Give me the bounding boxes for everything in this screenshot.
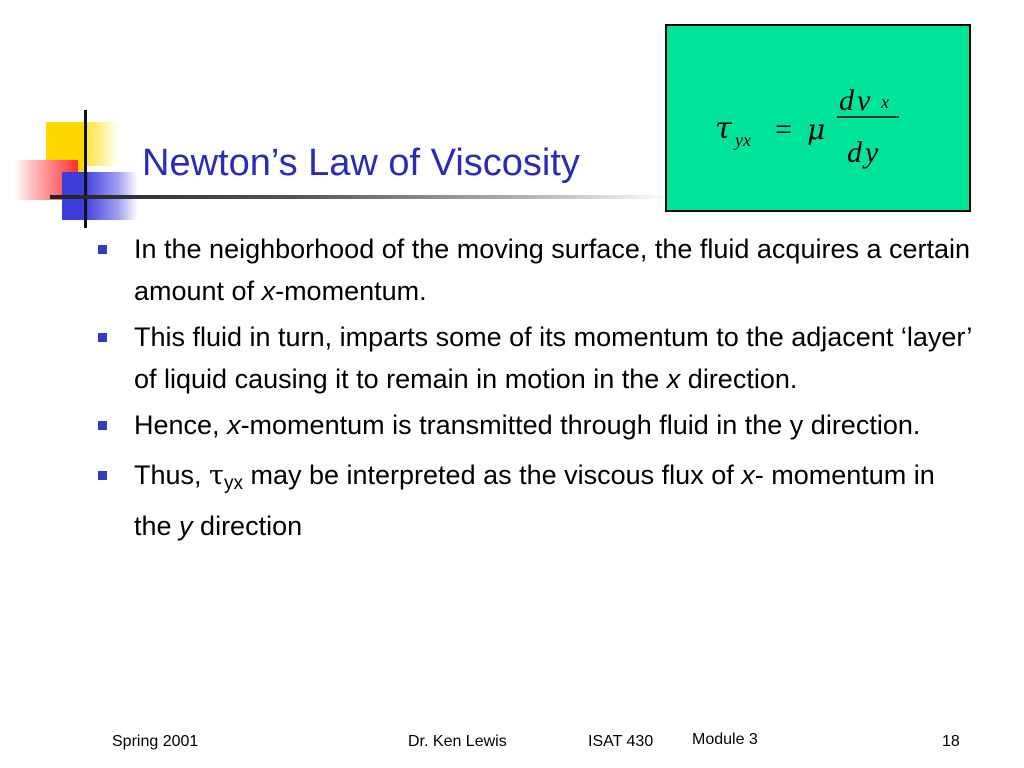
formula-tau: τ [715, 111, 732, 146]
bullet-italic-x: x [666, 364, 681, 394]
bullet-tau-subscript: yx [223, 473, 243, 494]
formula-box [665, 24, 971, 212]
bullet-square-icon [98, 471, 107, 480]
bullet-text: -momentum. [275, 276, 427, 306]
footer-author: Dr. Ken Lewis [408, 733, 507, 750]
title-underline [50, 195, 670, 199]
bullet-tau-symbol: τ [209, 460, 224, 491]
bullet-text: direction. [680, 364, 798, 394]
bullet-item [96, 316, 976, 400]
formula-tau-subscript: yx [735, 130, 751, 150]
decor-yellow-fade [84, 122, 118, 166]
formula-denominator: dy [847, 136, 882, 169]
formula-equals: = [775, 113, 792, 146]
footer-module: Module 3 [692, 731, 758, 748]
bullet-italic-x: x [741, 460, 755, 490]
bullet-square-icon [98, 333, 107, 342]
bullet-text: -momentum is transmitted through fluid in the y direction. [240, 410, 921, 440]
bullet-text: Hence, [134, 410, 228, 440]
bullet-text: Thus, [134, 460, 210, 490]
footer-date: Spring 2001 [112, 733, 199, 750]
formula-numerator: dv [839, 84, 874, 117]
bullet-item [96, 404, 976, 446]
footer-course: ISAT 430 [588, 733, 654, 750]
bullet-italic-x: x [227, 410, 241, 440]
bullet-text: may be interpreted as the viscous flux of [242, 460, 742, 490]
bullet-item [96, 228, 976, 312]
slide-title: Newton’s Law of Viscosity [142, 142, 580, 184]
formula-mu: μ [807, 113, 826, 146]
bullet-list [96, 228, 976, 551]
footer-page-number: 18 [942, 733, 960, 750]
bullet-italic-x: x [261, 276, 276, 306]
bullet-square-icon [98, 245, 107, 254]
bullet-text: direction [192, 511, 303, 541]
bullet-text: - momentum in the [134, 460, 935, 541]
decor-vertical-line [84, 110, 87, 228]
viscosity-formula [667, 26, 969, 210]
bullet-text: In the neighborhood of the moving surface, the fluid acquires a certain amount of [134, 234, 971, 306]
bullet-italic-y: y [179, 511, 193, 541]
bullet-text: This fluid in turn, imparts some of its momentum to the adjacent ‘layer’ of liquid causing it to remain in motion in the [134, 322, 972, 394]
bullet-square-icon [98, 421, 107, 430]
bullet-item [96, 454, 976, 547]
formula-numerator-subscript: x [881, 92, 889, 112]
